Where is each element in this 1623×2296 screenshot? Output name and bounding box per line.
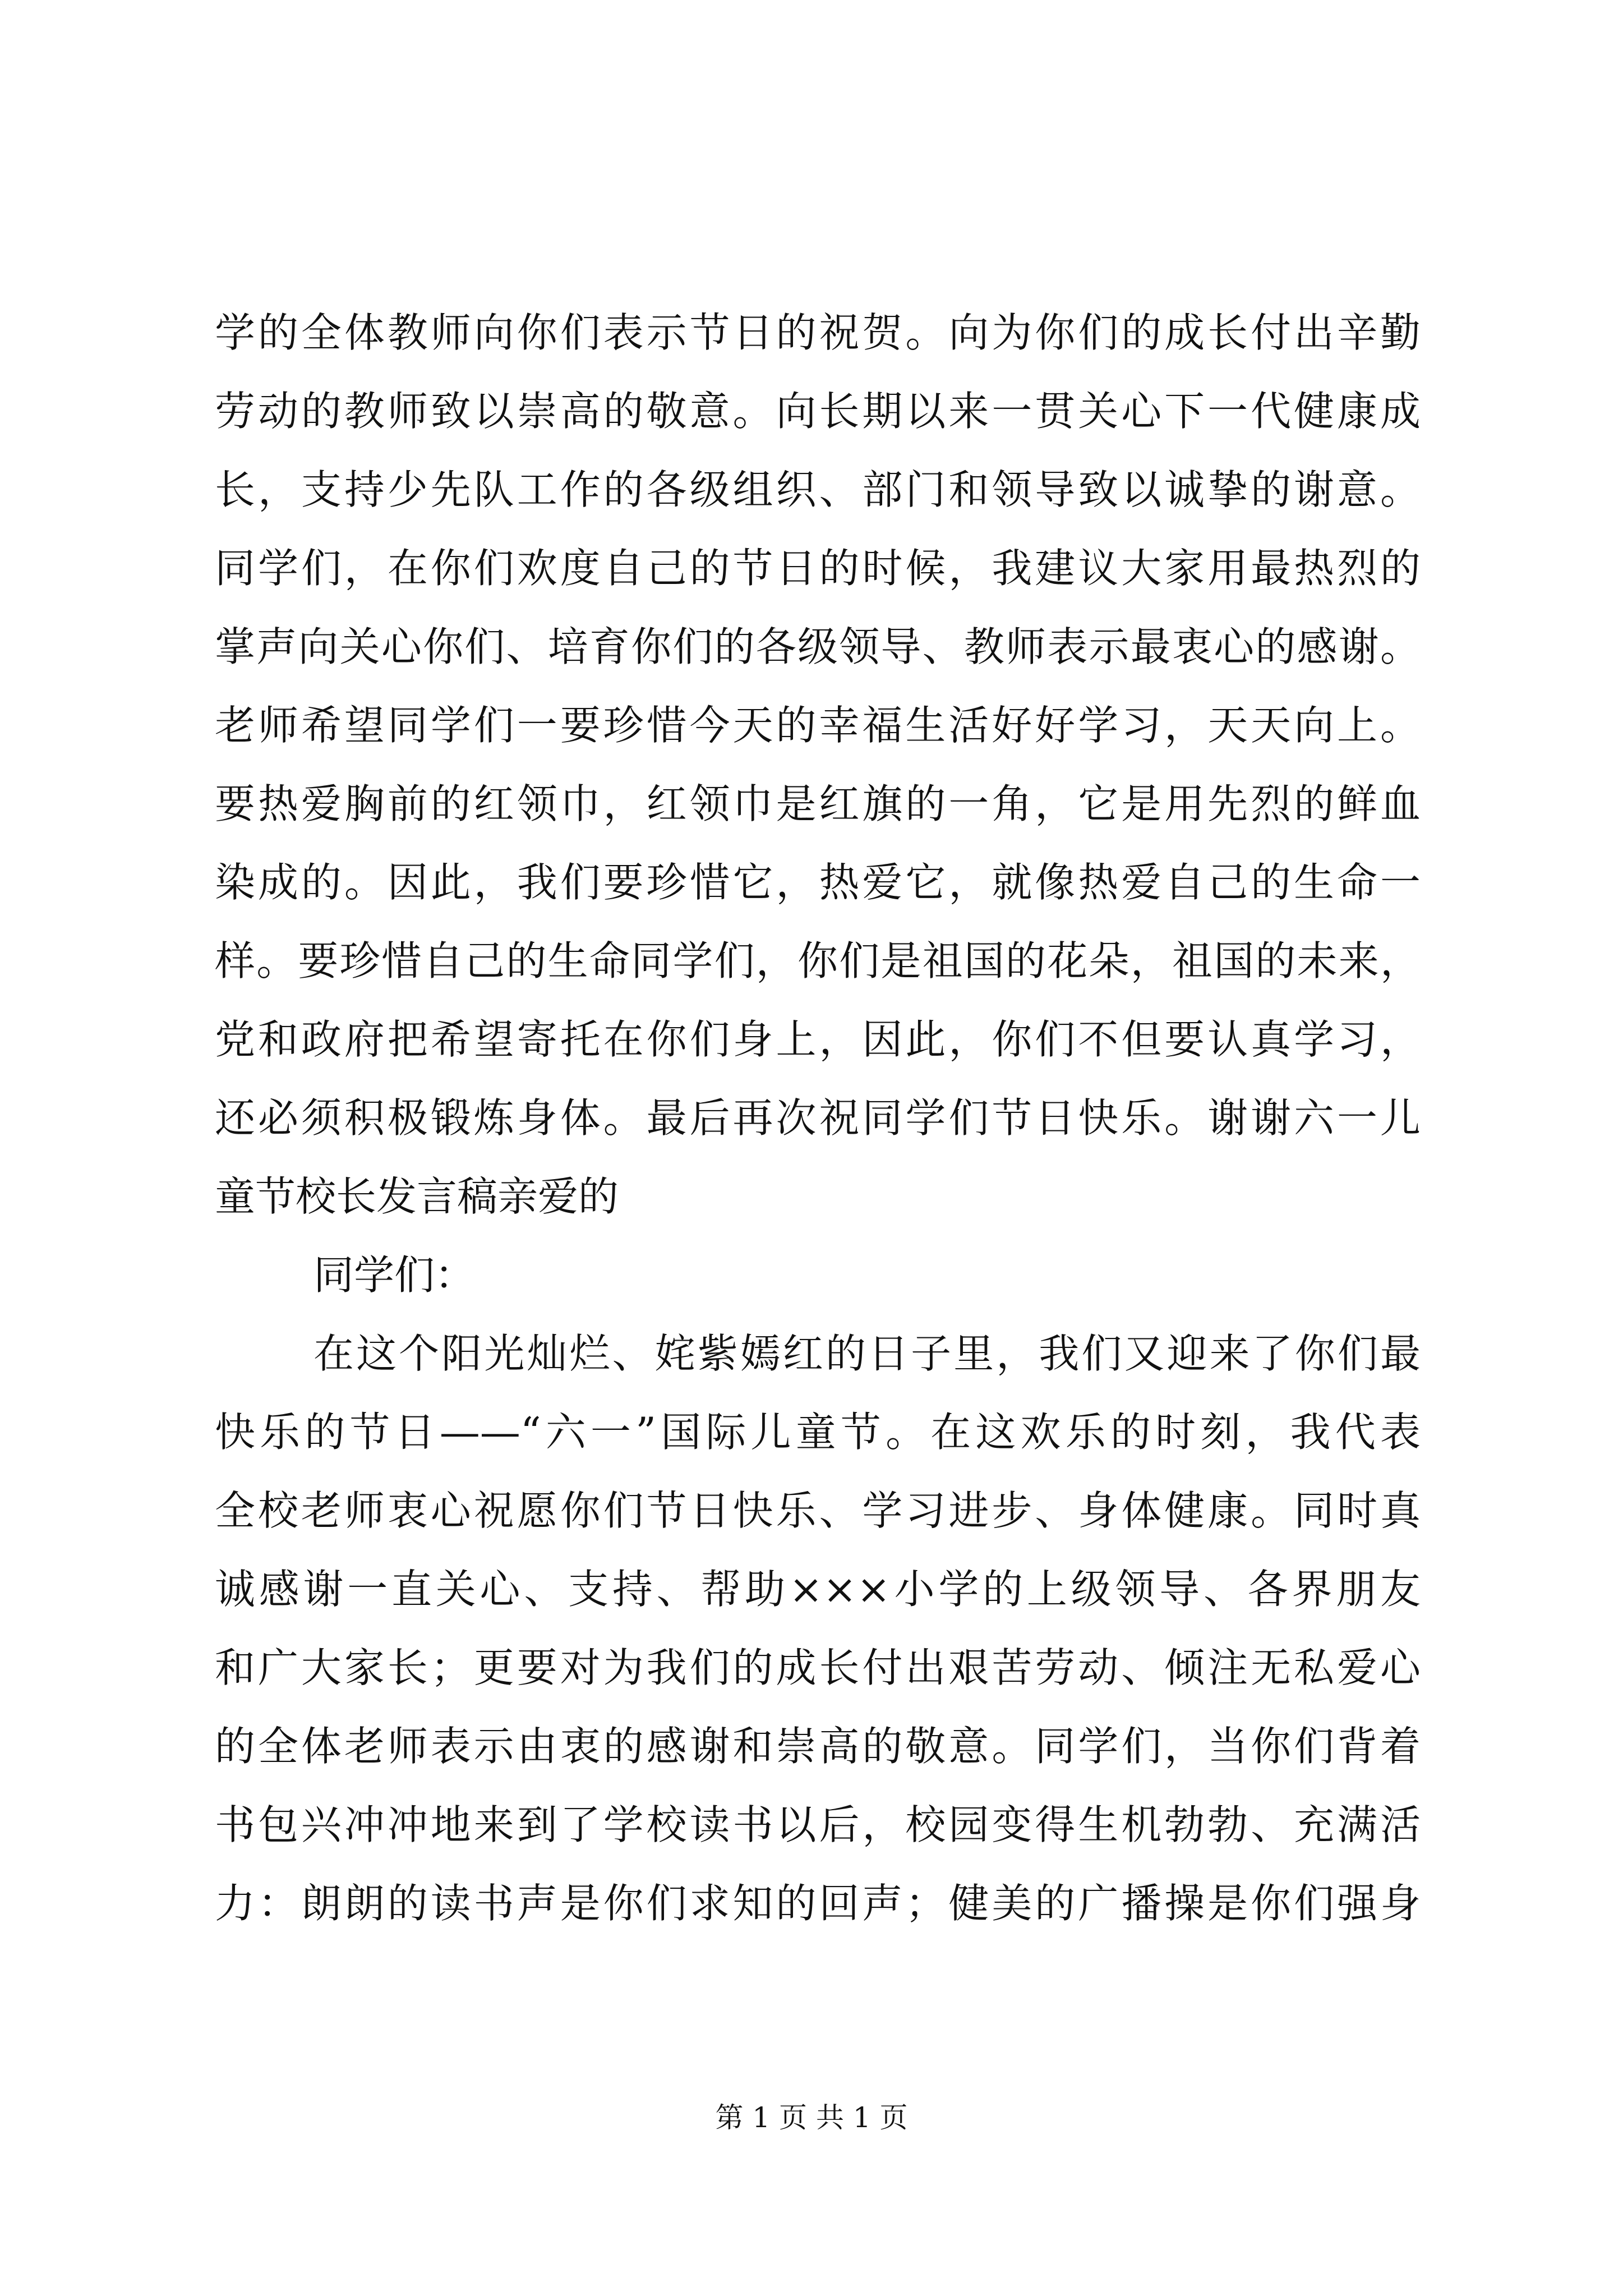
text-line: 长，支持少先队工作的各级组织、部门和领导致以诚挚的谢意。: [215, 466, 1421, 513]
text-line: 的全体老师表示由衷的感谢和崇高的敬意。同学们，当你们背着: [215, 1723, 1421, 1770]
text-line: 力：朗朗的读书声是你们求知的回声；健美的广播操是你们强身: [215, 1880, 1421, 1927]
text-line: 快乐的节日——“六一”国际儿童节。在这欢乐的时刻，我代表: [215, 1409, 1421, 1456]
text-line: 掌声向关心你们、培育你们的各级领导、教师表示最衷心的感谢。: [215, 623, 1421, 670]
text-line: 童节校长发言稿亲爱的: [215, 1173, 619, 1220]
text-line: 诚感谢一直关心、支持、帮助×××小学的上级领导、各界朋友: [215, 1566, 1421, 1613]
text-line: 同学们，在你们欢度自己的节日的时候，我建议大家用最热烈的: [215, 545, 1421, 592]
salutation: 同学们：: [313, 1251, 476, 1299]
text-line: 在这个阳光灿烂、姹紫嫣红的日子里，我们又迎来了你们最: [313, 1330, 1421, 1377]
text-line: 样。要珍惜自己的生命同学们，你们是祖国的花朵，祖国的未来，: [215, 937, 1421, 984]
text-line: 和广大家长；更要对为我们的成长付出艰苦劳动、倾注无私爱心: [215, 1644, 1421, 1691]
page-footer: 第 1 页 共 1 页: [715, 2101, 908, 2134]
document-body: [215, 293, 1421, 1943]
text-line: 全校老师衷心祝愿你们节日快乐、学习进步、身体健康。同时真: [215, 1487, 1421, 1534]
text-line: 还必须积极锻炼身体。最后再次祝同学们节日快乐。谢谢六一儿: [215, 1094, 1421, 1142]
text-line: 劳动的教师致以崇高的敬意。向长期以来一贯关心下一代健康成: [215, 388, 1421, 435]
text-line: 老师希望同学们一要珍惜今天的幸福生活好好学习，天天向上。: [215, 702, 1421, 749]
text-line: 党和政府把希望寄托在你们身上，因此，你们不但要认真学习，: [215, 1016, 1421, 1063]
text-line: 染成的。因此，我们要珍惜它，热爱它，就像热爱自己的生命一: [215, 859, 1421, 906]
text-line: 要热爱胸前的红领巾，红领巾是红旗的一角，它是用先烈的鲜血: [215, 780, 1421, 827]
text-line: 书包兴冲冲地来到了学校读书以后，校园变得生机勃勃、充满活: [215, 1801, 1421, 1848]
text-line: 学的全体教师向你们表示节日的祝贺。向为你们的成长付出辛勤: [215, 309, 1421, 356]
